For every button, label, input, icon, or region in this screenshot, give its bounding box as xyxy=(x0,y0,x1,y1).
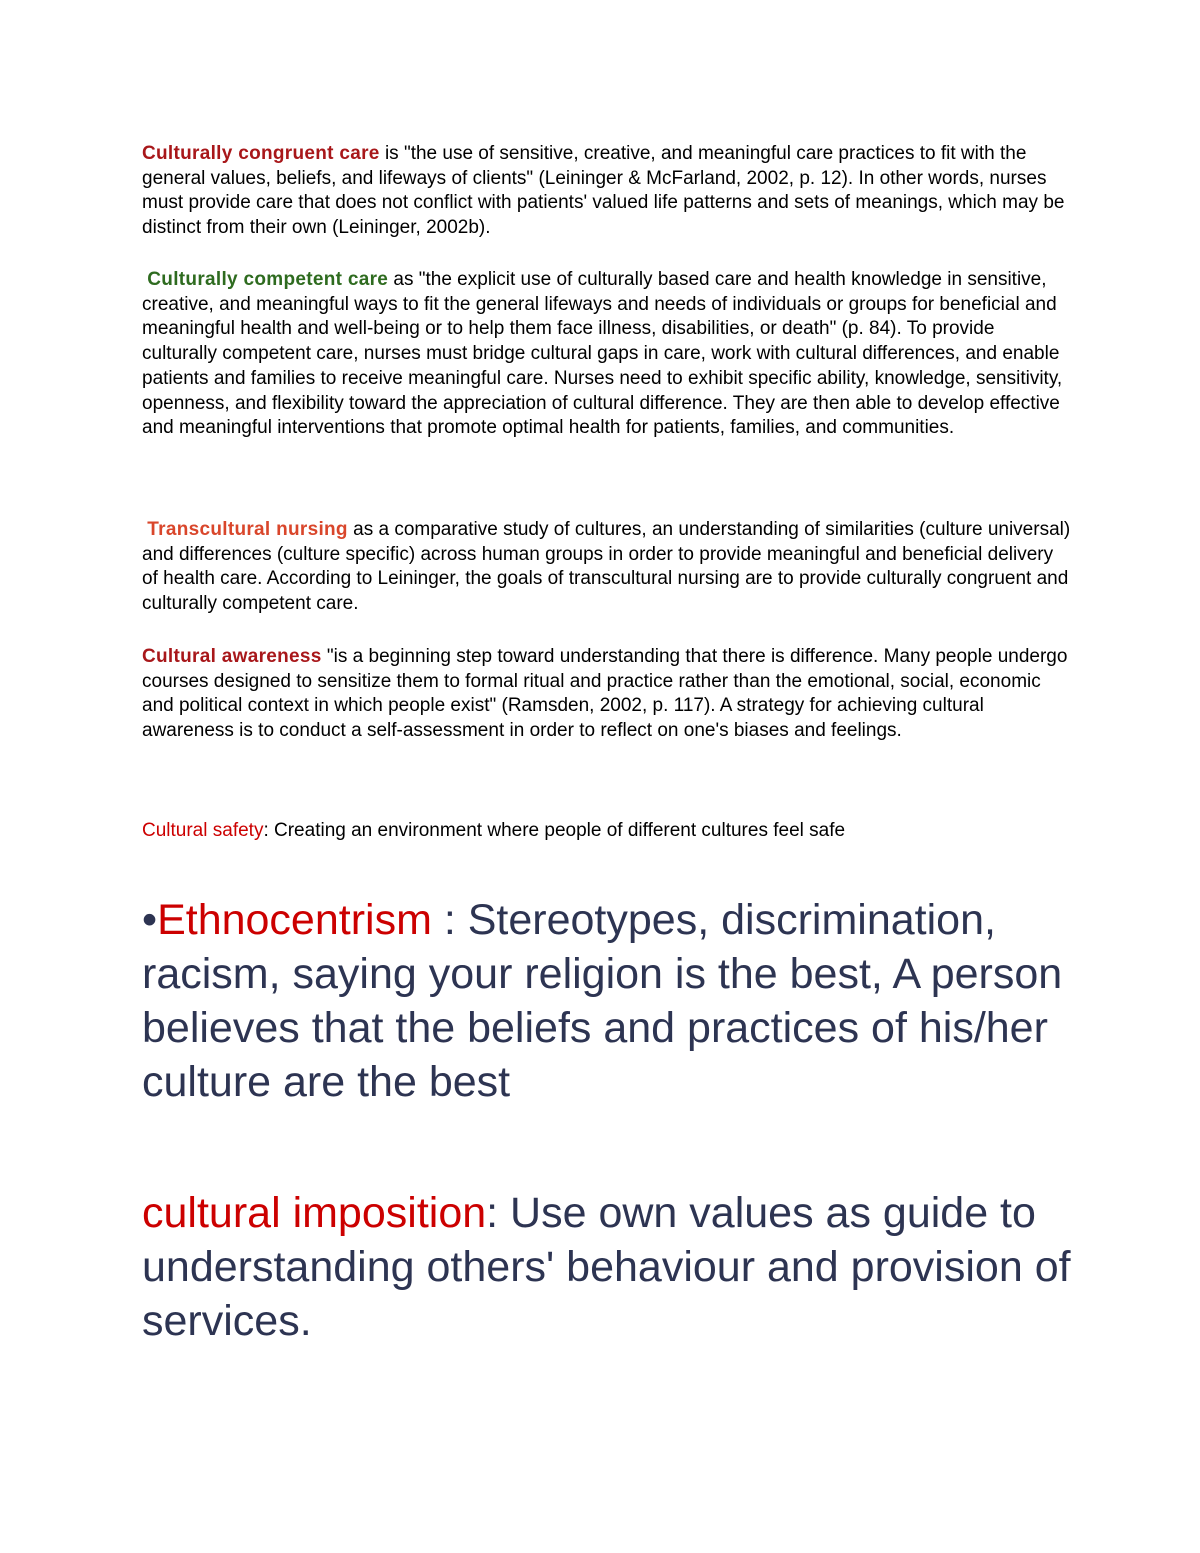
term-ethnocentrism: Ethnocentrism xyxy=(157,896,432,944)
paragraph-culturally-competent-care xyxy=(142,268,1072,441)
bullet: • xyxy=(142,896,158,944)
paragraph-culturally-congruent-care xyxy=(142,142,1072,241)
definition-transcultural-nursing: as a comparative study of cultures, an understanding of similarities (culture universal) and differences (culture specific) across human groups in order to provide meaningful and beneficial delivery of health care. According to Leininger, the goals of transcultural nursing are to provide culturally congruent and culturally competent care. xyxy=(142,519,1071,615)
definition-ethnocentrism: : Stereotypes, discrimination, racism, saying your religion is the best, A person believes that the beliefs and practices of his/her culture are the best xyxy=(142,896,1063,1106)
term-culturally-congruent-care: Culturally congruent care xyxy=(142,143,380,164)
definition-culturally-congruent-care: is "the use of sensitive, creative, and meaningful care practices to fit with the general values, beliefs, and lifeways of clients" (Leininger & McFarland, 2002, p. 12). In other words, nurses must provide care that does not conflict with patients' valued life patterns and sets of meanings, which may be distinct from their own (Leininger, 2002b). xyxy=(142,143,1065,239)
paragraph-cultural-awareness xyxy=(142,645,1072,744)
term-cultural-safety: Cultural safety xyxy=(142,820,264,841)
definition-culturally-competent-care: as "the explicit use of culturally based care and health knowledge in sensitive, creative, and meaningful ways to fit the general lifeways and needs of individuals or groups for beneficial and meaningful health and well-being or to help them face illness, disabilities, or death" (p. 84). To provide culturally competent care, nurses must bridge cultural gaps in care, work with cultural differences, and enable patients and families to receive meaningful care. Nurses need to exhibit specific ability, knowledge, sensitivity, openness, and flexibility toward the appreciation of cultural difference. They are then able to develop effective and meaningful interventions that promote optimal health for patients, families, and communities. xyxy=(142,269,1063,439)
paragraph-cultural-safety xyxy=(142,819,1072,844)
definition-cultural-safety: : Creating an environment where people of different cultures feel safe xyxy=(263,820,846,841)
term-transcultural-nursing: Transcultural nursing xyxy=(147,519,348,540)
term-cultural-awareness: Cultural awareness xyxy=(142,646,322,667)
term-culturally-competent-care: Culturally competent care xyxy=(147,269,389,290)
ethnocentrism-item xyxy=(142,893,1072,1109)
term-cultural-imposition: cultural imposition xyxy=(142,1189,487,1237)
cultural-imposition-item xyxy=(142,1186,1072,1348)
definition-cultural-awareness: "is a beginning step toward understanding that there is difference. Many people undergo courses designed to sensitize them to formal ritual and practice rather than the emotional, social, economic and political context in which people exist" (Ramsden, 2002, p. 117). A strategy for achieving cultural awareness is to conduct a self-assessment in order to reflect on one's biases and feelings. xyxy=(142,646,1068,742)
definition-cultural-imposition: : Use own values as guide to understanding others' behaviour and provision of services. xyxy=(142,1189,1071,1345)
paragraph-transcultural-nursing xyxy=(142,518,1072,617)
